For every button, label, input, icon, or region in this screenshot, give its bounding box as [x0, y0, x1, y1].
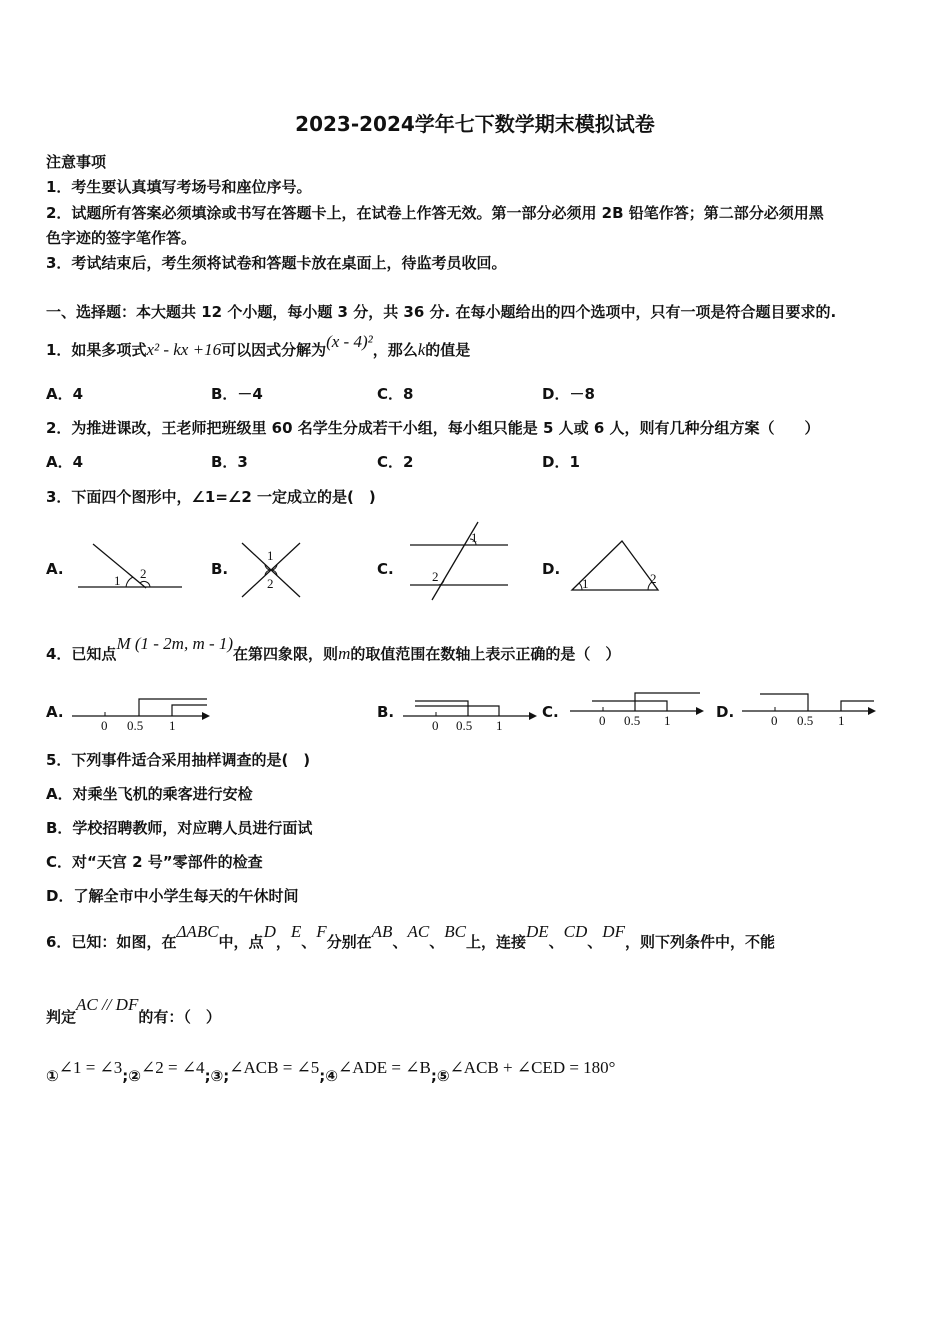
q6-condition-2: ∠2 = ∠4 — [140, 1058, 205, 1077]
q2-option-c: C．2 — [377, 453, 414, 471]
tick-label: 0.5 — [456, 718, 473, 733]
q3-label-d: D. — [542, 560, 561, 578]
q6-condition-label: ;④ — [319, 1067, 338, 1085]
q6-seg-df: DF — [602, 922, 625, 941]
angle-label-2: 2 — [267, 576, 274, 591]
q4-number-line-b — [403, 695, 543, 735]
q6-text: 、 — [587, 933, 603, 951]
tick-label: 1 — [169, 718, 176, 733]
q4-end: 的取值范围在数轴上表示正确的是（ ） — [350, 645, 621, 663]
q6-seg-de: DE — [525, 922, 549, 941]
q6-condition-label: ;⑤ — [430, 1067, 450, 1085]
notice-item: 1．考生要认真填写考场号和座位序号。 — [46, 178, 312, 196]
q6-text: 判定 — [46, 1008, 77, 1026]
q6-condition-3: ∠ACB = ∠5 — [229, 1058, 320, 1077]
angle-label-1: 1 — [114, 573, 121, 588]
notice-item: 3．考试结束后，考生须将试卷和答题卡放在桌面上，待监考员收回。 — [46, 254, 507, 272]
tick-label: 0 — [599, 713, 606, 728]
q2-option-a: A．4 — [46, 453, 84, 471]
q6-text: 中，点 — [218, 933, 264, 951]
q1-polynomial: x² - kx +16 — [146, 340, 222, 359]
q1-option-a: A．4 — [46, 385, 84, 403]
q1-option-c: C．8 — [377, 385, 414, 403]
q4-stem — [46, 634, 621, 664]
angle-label-1: 1 — [582, 576, 589, 591]
q1-prefix: 1．如果多项式 — [46, 341, 147, 359]
angle-label-1: 1 — [471, 530, 478, 545]
q1-stem — [46, 332, 471, 360]
q6-text: 、 — [301, 933, 317, 951]
q4-label-d: D. — [716, 703, 735, 721]
q6-side-bc: BC — [444, 922, 466, 941]
q1-suffix: ，那么 — [372, 341, 418, 359]
q4-point: M (1 - 2m, m - 1) — [116, 634, 234, 653]
q5-option-b: B．学校招聘教师，对应聘人员进行面试 — [46, 819, 313, 837]
q6-seg-cd: CD — [563, 922, 588, 941]
q6-text: 、 — [548, 933, 564, 951]
angle-label-2: 2 — [432, 569, 439, 584]
q6-triangle: ΔABC — [176, 922, 219, 941]
q6-condition-5: ∠ACB + ∠CED = 180° — [449, 1058, 616, 1077]
section-heading: 一、选择题：本大题共 12 个小题，每小题 3 分，共 36 分. 在每小题给出的四个选项中，只有一项是符合题目要求的. — [46, 303, 837, 321]
q4-number-line-a — [72, 695, 212, 735]
q3-label-c: C. — [377, 560, 394, 578]
q4-var: m — [338, 644, 351, 663]
angle-label-1: 1 — [267, 548, 274, 563]
q4-number-line-d — [742, 688, 882, 730]
q5-option-d: D．了解全市中小学生每天的午休时间 — [46, 887, 299, 905]
q3-figure-c — [408, 520, 513, 602]
q3-figure-b — [238, 540, 308, 600]
angle-label-2: 2 — [140, 566, 147, 581]
page-title: 2023-2024学年七下数学期末模拟试卷 — [295, 112, 655, 136]
q2-option-b: B．3 — [211, 453, 248, 471]
q6-text: 、 — [429, 933, 445, 951]
angle-label-2: 2 — [650, 571, 657, 586]
q1-factor: (x - 4)² — [326, 332, 373, 351]
q1-option-d: D．－8 — [542, 385, 595, 403]
notice-item: 2．试题所有答案必须填涂或书写在答题卡上，在试卷上作答无效。第一部分必须用 2B 铅笔作答；第二部分必须用黑 — [46, 204, 824, 222]
q4-mid: 在第四象限，则 — [233, 645, 339, 663]
q1-mid: 可以因式分解为 — [221, 341, 327, 359]
q3-label-a: A. — [46, 560, 64, 578]
q6-point-e: E — [290, 922, 302, 941]
q4-label-b: B. — [377, 703, 395, 721]
tick-label: 1 — [496, 718, 503, 733]
q5-stem: 5．下列事件适合采用抽样调查的是( ) — [46, 751, 311, 769]
tick-label: 1 — [664, 713, 671, 728]
q6-point-d: D — [263, 922, 276, 941]
q6-condition-4: ∠ADE = ∠B — [338, 1058, 431, 1077]
q5-option-c: C．对“天宫 2 号”零部件的检查 — [46, 853, 263, 871]
q5-option-a: A．对乘坐飞机的乘客进行安检 — [46, 785, 253, 803]
tick-label: 0 — [771, 713, 778, 728]
q6-text: 分别在 — [326, 933, 372, 951]
q6-text: 6．已知：如图，在 — [46, 933, 177, 951]
tick-label: 1 — [838, 713, 845, 728]
q2-stem: 2．为推进课改，王老师把班级里 60 名学生分成若干小组，每小组只能是 5 人或 6 人，则有几种分组方案（ ） — [46, 419, 820, 437]
tick-label: 0.5 — [797, 713, 814, 728]
tick-label: 0.5 — [127, 718, 144, 733]
q4-label-c: C. — [542, 703, 559, 721]
q4-number-line-c — [570, 688, 710, 730]
q6-parallel: AC // DF — [76, 995, 139, 1014]
notice-item: 色字迹的签字笔作答。 — [46, 229, 197, 247]
tick-label: 0 — [101, 718, 108, 733]
q6-text: 、 — [392, 933, 408, 951]
q4-prefix: 4．已知点 — [46, 645, 117, 663]
tick-label: 0 — [432, 718, 439, 733]
q1-option-b: B．－4 — [211, 385, 263, 403]
q6-stem-line1 — [46, 922, 775, 952]
tick-label: 0.5 — [624, 713, 641, 728]
q3-label-b: B. — [211, 560, 229, 578]
q6-point-f: F — [316, 922, 327, 941]
q1-var: k — [417, 340, 426, 359]
notice-heading: 注意事项 — [46, 153, 107, 171]
q3-stem: 3．下面四个图形中，∠1=∠2 一定成立的是( ) — [46, 488, 376, 506]
q6-conditions — [46, 1058, 616, 1086]
q6-condition-label: ;② — [122, 1067, 141, 1085]
q6-text: ，则下列条件中，不能 — [624, 933, 775, 951]
q2-option-d: D．1 — [542, 453, 580, 471]
q6-stem-line2 — [46, 995, 221, 1027]
q6-text: ， — [275, 933, 291, 951]
q6-text: 的有：（ ） — [138, 1008, 221, 1026]
q6-condition-1: ∠1 = ∠3 — [58, 1058, 123, 1077]
q3-figure-a — [78, 540, 188, 595]
q6-side-ab: AB — [371, 922, 393, 941]
q6-condition-label: ;③; — [204, 1067, 230, 1085]
q6-condition-label: ① — [46, 1067, 59, 1085]
q1-end: 的值是 — [425, 341, 471, 359]
q4-label-a: A. — [46, 703, 64, 721]
q3-figure-d — [570, 538, 665, 596]
q6-side-ac: AC — [407, 922, 430, 941]
q6-text: 上，连接 — [465, 933, 526, 951]
